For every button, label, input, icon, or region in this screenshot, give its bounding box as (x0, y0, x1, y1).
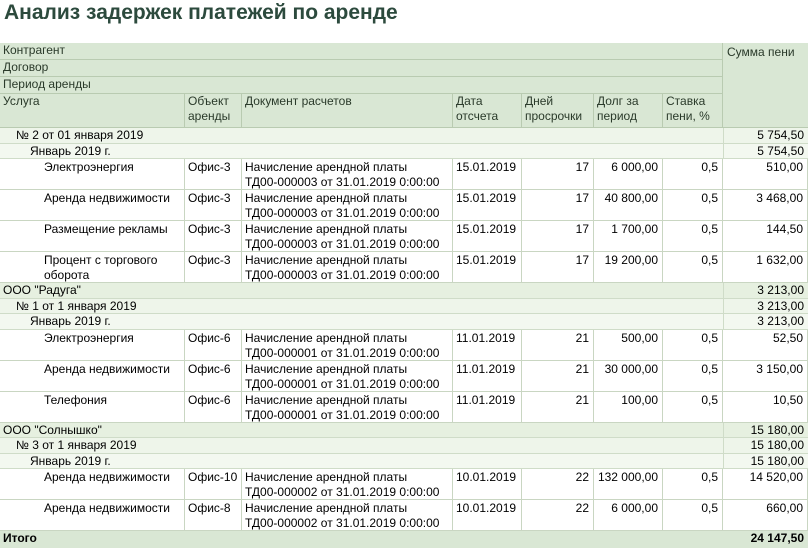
header-rate: Ставка пени, % (663, 94, 723, 128)
contract-row-label: № 1 от 1 января 2019 (0, 299, 723, 315)
cell-object: Офис-3 (185, 221, 242, 252)
cell-debt: 132 000,00 (594, 469, 663, 500)
cell-document: Начисление арендной платы ТД00-000003 от 31.01.2019 0:00:00 (242, 190, 453, 221)
table-row[interactable] (0, 392, 808, 423)
cell-debt: 6 000,00 (594, 159, 663, 190)
cell-days: 22 (522, 469, 594, 500)
cell-object: Офис-8 (185, 500, 242, 531)
contract-row (0, 128, 808, 144)
cell-penalty-sum: 510,00 (723, 159, 808, 190)
cell-service: Аренда недвижимости (0, 361, 185, 392)
cell-rate: 0,5 (663, 392, 723, 423)
header-date: Дата отсчета (453, 94, 522, 128)
cell-rate: 0,5 (663, 469, 723, 500)
table-row[interactable] (0, 190, 808, 221)
cell-rate: 0,5 (663, 361, 723, 392)
cell-object: Офис-3 (185, 190, 242, 221)
period-row (0, 314, 808, 330)
contract-row (0, 299, 808, 315)
header-period: Период аренды (0, 77, 723, 94)
cell-rate: 0,5 (663, 500, 723, 531)
cell-days: 21 (522, 361, 594, 392)
period-row (0, 454, 808, 470)
cell-rate: 0,5 (663, 330, 723, 361)
counterparty-row (0, 423, 808, 439)
contract-row-label: № 3 от 1 января 2019 (0, 438, 723, 454)
table-body (0, 128, 808, 531)
cell-days: 17 (522, 252, 594, 283)
cell-rate: 0,5 (663, 190, 723, 221)
cell-document: Начисление арендной платы ТД00-000003 от 31.01.2019 0:00:00 (242, 221, 453, 252)
cell-service: Электроэнергия (0, 159, 185, 190)
table-row[interactable] (0, 500, 808, 531)
cell-debt: 40 800,00 (594, 190, 663, 221)
cell-date: 15.01.2019 (453, 252, 522, 283)
cell-document: Начисление арендной платы ТД00-000003 от 31.01.2019 0:00:00 (242, 159, 453, 190)
cell-penalty-sum: 52,50 (723, 330, 808, 361)
cell-service: Электроэнергия (0, 330, 185, 361)
cell-debt: 6 000,00 (594, 500, 663, 531)
cell-days: 21 (522, 392, 594, 423)
cell-object: Офис-10 (185, 469, 242, 500)
period-row-sum: 5 754,50 (723, 144, 808, 160)
cell-debt: 19 200,00 (594, 252, 663, 283)
cell-penalty-sum: 144,50 (723, 221, 808, 252)
contract-row-label: № 2 от 01 января 2019 (0, 128, 723, 144)
period-row-label: Январь 2019 г. (0, 314, 723, 330)
cell-document: Начисление арендной платы ТД00-000002 от 31.01.2019 0:00:00 (242, 469, 453, 500)
cell-penalty-sum: 1 632,00 (723, 252, 808, 283)
report-table (0, 43, 808, 548)
cell-days: 22 (522, 500, 594, 531)
table-row[interactable] (0, 361, 808, 392)
table-header (0, 43, 808, 128)
report-title: Анализ задержек платежей по аренде (4, 1, 398, 24)
cell-service: Аренда недвижимости (0, 469, 185, 500)
cell-service: Аренда недвижимости (0, 500, 185, 531)
total-label: Итого (3, 531, 37, 545)
cell-rate: 0,5 (663, 221, 723, 252)
header-penalty-sum: Сумма пени (723, 43, 808, 128)
header-service: Услуга (0, 94, 185, 128)
counterparty-row (0, 283, 808, 299)
counterparty-row-sum: 15 180,00 (723, 423, 808, 439)
header-debt: Долг за период (594, 94, 663, 128)
header-days: Дней просрочки (522, 94, 594, 128)
table-row[interactable] (0, 330, 808, 361)
cell-penalty-sum: 3 150,00 (723, 361, 808, 392)
cell-document: Начисление арендной платы ТД00-000002 от 31.01.2019 0:00:00 (242, 500, 453, 531)
contract-row-sum: 3 213,00 (723, 299, 808, 315)
cell-object: Офис-6 (185, 392, 242, 423)
total-row (0, 531, 808, 548)
cell-date: 15.01.2019 (453, 221, 522, 252)
cell-date: 11.01.2019 (453, 392, 522, 423)
cell-date: 10.01.2019 (453, 500, 522, 531)
cell-penalty-sum: 660,00 (723, 500, 808, 531)
period-row-sum: 3 213,00 (723, 314, 808, 330)
cell-service: Процент с торгового оборота (0, 252, 185, 283)
period-row-label: Январь 2019 г. (0, 144, 723, 160)
header-counterparty: Контрагент (0, 43, 723, 60)
table-row[interactable] (0, 469, 808, 500)
cell-service: Размещение рекламы (0, 221, 185, 252)
table-row[interactable] (0, 252, 808, 283)
cell-service: Аренда недвижимости (0, 190, 185, 221)
contract-row-sum: 15 180,00 (723, 438, 808, 454)
cell-debt: 100,00 (594, 392, 663, 423)
cell-date: 11.01.2019 (453, 361, 522, 392)
header-document: Документ расчетов (242, 94, 453, 128)
cell-debt: 30 000,00 (594, 361, 663, 392)
counterparty-row-label: ООО "Солнышко" (0, 423, 723, 439)
cell-days: 17 (522, 190, 594, 221)
header-contract: Договор (0, 60, 723, 77)
cell-object: Офис-6 (185, 330, 242, 361)
cell-date: 11.01.2019 (453, 330, 522, 361)
cell-date: 10.01.2019 (453, 469, 522, 500)
contract-row (0, 438, 808, 454)
cell-debt: 500,00 (594, 330, 663, 361)
cell-document: Начисление арендной платы ТД00-000001 от 31.01.2019 0:00:00 (242, 392, 453, 423)
cell-penalty-sum: 14 520,00 (723, 469, 808, 500)
counterparty-row-sum: 3 213,00 (723, 283, 808, 299)
table-row[interactable] (0, 159, 808, 190)
contract-row-sum: 5 754,50 (723, 128, 808, 144)
cell-days: 17 (522, 221, 594, 252)
cell-document: Начисление арендной платы ТД00-000001 от 31.01.2019 0:00:00 (242, 330, 453, 361)
table-row[interactable] (0, 221, 808, 252)
cell-date: 15.01.2019 (453, 190, 522, 221)
cell-object: Офис-3 (185, 159, 242, 190)
cell-object: Офис-3 (185, 252, 242, 283)
period-row-label: Январь 2019 г. (0, 454, 723, 470)
cell-service: Телефония (0, 392, 185, 423)
cell-document: Начисление арендной платы ТД00-000001 от 31.01.2019 0:00:00 (242, 361, 453, 392)
cell-document: Начисление арендной платы ТД00-000003 от 31.01.2019 0:00:00 (242, 252, 453, 283)
header-object: Объект аренды (185, 94, 242, 128)
period-row (0, 144, 808, 160)
counterparty-row-label: ООО "Радуга" (0, 283, 723, 299)
period-row-sum: 15 180,00 (723, 454, 808, 470)
cell-rate: 0,5 (663, 159, 723, 190)
cell-penalty-sum: 10,50 (723, 392, 808, 423)
total-sum: 24 147,50 (750, 531, 804, 545)
cell-rate: 0,5 (663, 252, 723, 283)
cell-days: 17 (522, 159, 594, 190)
cell-days: 21 (522, 330, 594, 361)
cell-debt: 1 700,00 (594, 221, 663, 252)
cell-penalty-sum: 3 468,00 (723, 190, 808, 221)
cell-date: 15.01.2019 (453, 159, 522, 190)
cell-object: Офис-6 (185, 361, 242, 392)
